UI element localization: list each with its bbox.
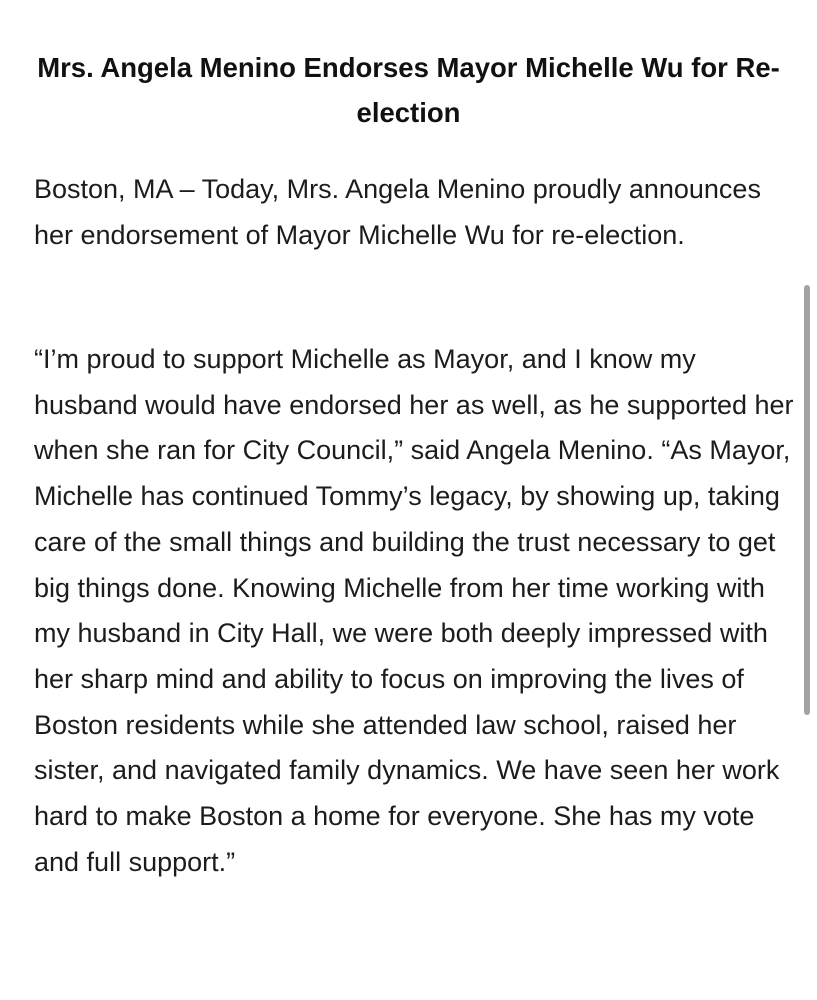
article-title: Mrs. Angela Menino Endorses Mayor Michelle Wu for Re-election (37, 52, 780, 128)
quote-paragraph: “I’m proud to support Michelle as Mayor, and I know my husband would have endorsed her as well, as he supported her when she ran for City Council,” said Angela Menino. “As Mayor, Michelle has continued Tommy’s legacy, by showing up, taking care of the small things and building the trust necessary to get big things done. Knowing Michelle from her time working with my husband in City Hall, we were both deeply impressed with her sharp mind and ability to focus on improving the lives of Boston residents while she attended law school, raised her sister, and navigated family dynamics. We have seen her work hard to make Boston a home for everyone. She has my vote and full support.” (34, 344, 794, 877)
intro-paragraph: Boston, MA – Today, Mrs. Angela Menino proudly announces her endorsement of Mayor Michelle Wu for re-election. (34, 174, 761, 250)
vertical-scrollbar[interactable] (804, 285, 810, 715)
